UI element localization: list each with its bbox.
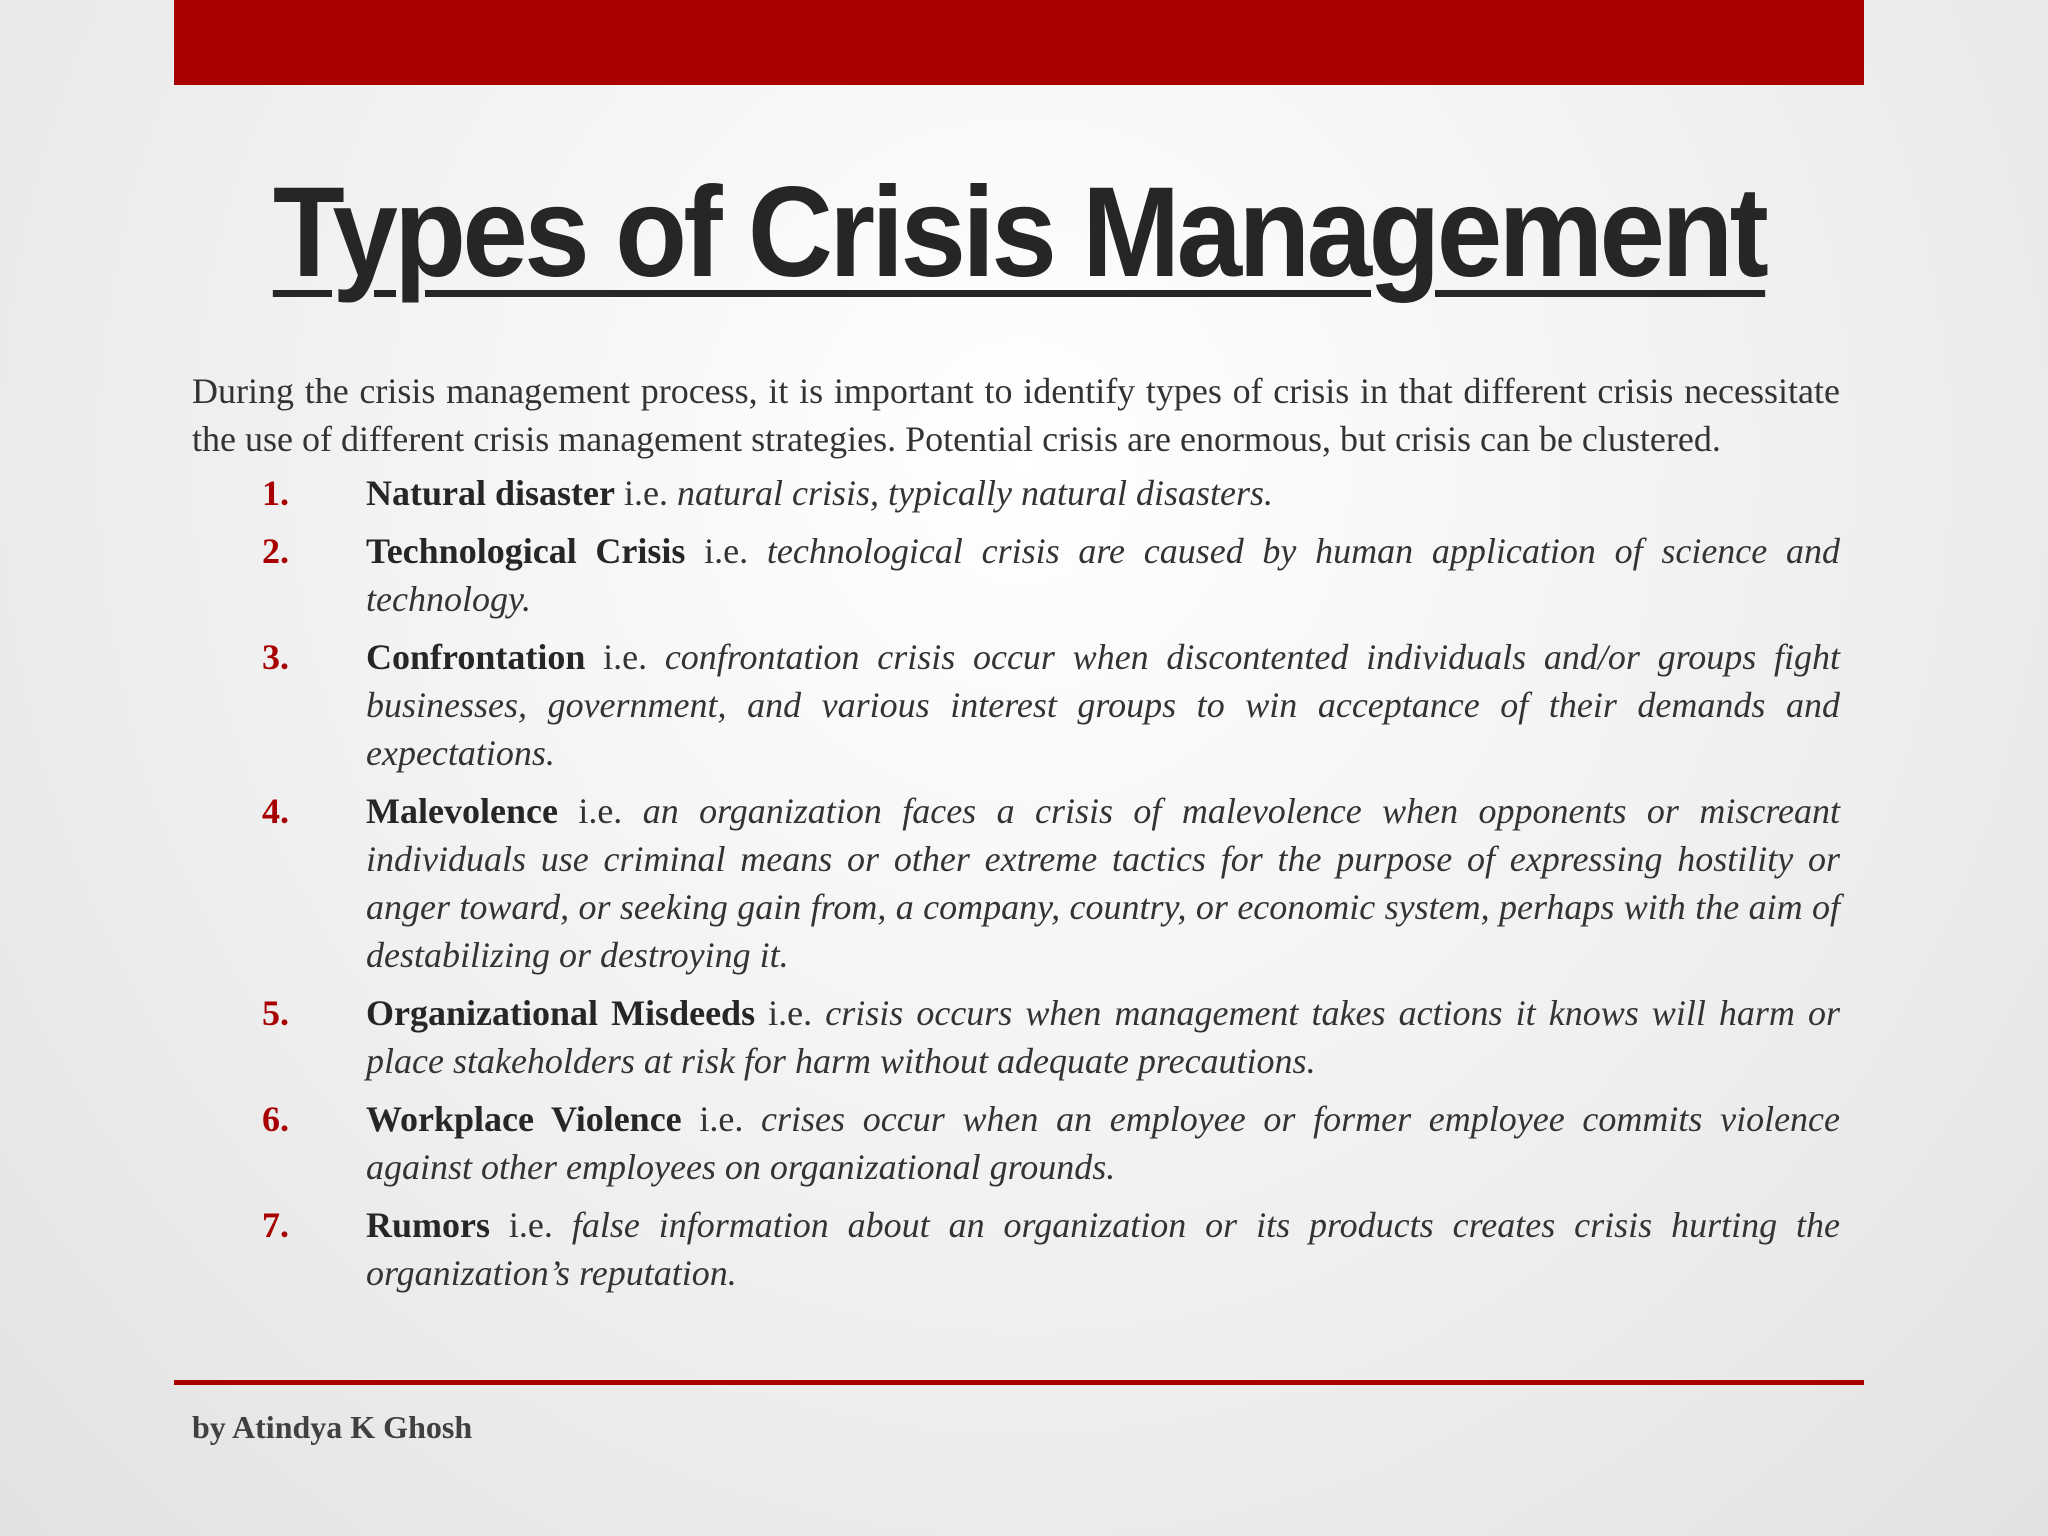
item-ie: i.e.: [614, 473, 677, 513]
item-body: [366, 1095, 1840, 1191]
slide-content: [192, 367, 1840, 1307]
item-description: confrontation crisis occur when discontented individuals and/or groups fight businesses, government, and various interest groups to win acceptance of their demands and expectations.: [366, 637, 1841, 773]
footer-divider: [174, 1380, 1864, 1385]
item-number: 4.: [262, 791, 289, 831]
item-body: [366, 469, 1840, 517]
item-body: [366, 989, 1840, 1085]
item-description: technological crisis are caused by human application of science and technology.: [366, 531, 1841, 619]
item-number: 1.: [262, 473, 289, 513]
item-number: 6.: [262, 1099, 289, 1139]
item-description: crises occur when an employee or former employee commits violence against other employees on organizational grounds.: [366, 1099, 1841, 1187]
item-number: 5.: [262, 993, 289, 1033]
item-description: natural crisis, typically natural disasters.: [676, 473, 1273, 513]
item-number: 7.: [262, 1205, 289, 1245]
item-description: crisis occurs when management takes actions it knows will harm or place stakeholders at risk for harm without adequate precautions.: [366, 993, 1841, 1081]
slide-title: Types of Crisis Management: [272, 161, 1766, 304]
item-ie: i.e.: [585, 637, 665, 677]
item-description: false information about an organization or its products creates crisis hurting the organization’s reputation.: [366, 1205, 1840, 1293]
item-term: Natural disaster: [366, 473, 615, 513]
item-body: [366, 787, 1840, 979]
item-ie: i.e.: [557, 791, 643, 831]
item-term: Technological Crisis: [366, 531, 686, 571]
item-body: [366, 527, 1840, 623]
item-ie: i.e.: [755, 993, 826, 1033]
crisis-types-list: [192, 469, 1840, 1297]
list-item: [192, 633, 1840, 777]
item-ie: i.e.: [685, 531, 767, 571]
item-number: 2.: [262, 531, 289, 571]
item-term: Malevolence: [366, 791, 558, 831]
author-credit: by Atindya K Ghosh: [192, 1409, 473, 1445]
list-item: [192, 1095, 1840, 1191]
intro-paragraph: During the crisis management process, it is important to identify types of crisis in that different crisis necessitate the use of different crisis management strategies. Potential crisis are enormous, but crisis can be clustered.: [192, 371, 1840, 459]
item-term: Confrontation: [366, 637, 586, 677]
item-term: Workplace Violence: [366, 1099, 682, 1139]
list-item: [192, 989, 1840, 1085]
item-ie: i.e.: [681, 1099, 762, 1139]
item-body: [366, 1201, 1840, 1297]
item-term: Organizational Misdeeds: [366, 993, 756, 1033]
item-body: [366, 633, 1840, 777]
item-number: 3.: [262, 637, 289, 677]
list-item: [192, 1201, 1840, 1297]
list-item: [192, 469, 1840, 517]
list-item: [192, 787, 1840, 979]
item-description: an organization faces a crisis of malevolence when opponents or miscreant individuals use criminal means or other extreme tactics for the purpose of expressing hostility or anger toward, or seeking gain from, a company, country, or economic system, perhaps with the aim of destabilizing or destroying it.: [366, 791, 1840, 975]
top-accent-band: [174, 0, 1864, 85]
list-item: [192, 527, 1840, 623]
item-term: Rumors: [366, 1205, 490, 1245]
item-ie: i.e.: [490, 1205, 572, 1245]
